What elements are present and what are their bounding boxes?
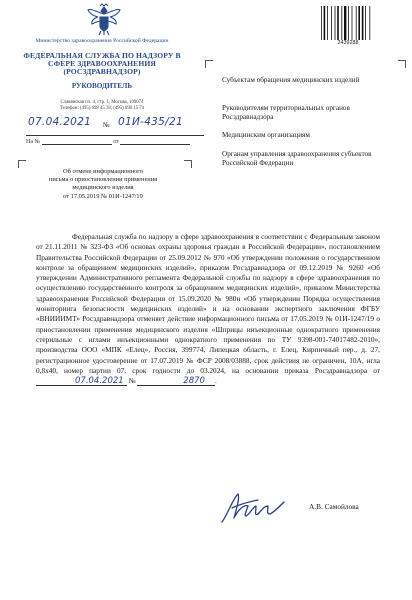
subject-corner-top-left xyxy=(18,160,26,168)
recipient-4: Органам управления здравоохранения субъектов Российской Федерации xyxy=(222,150,372,167)
subject-line: Об отмене информационного xyxy=(63,168,143,175)
coat-of-arms-emblem-icon xyxy=(86,2,122,36)
barcode-bar xyxy=(369,6,370,40)
agency-name: ФЕДЕРАЛЬНАЯ СЛУЖБА ПО НАДЗОРУ В СФЕРЕ ЗДРАВООХРАНЕНИЯ (РОСЗДРАВНАДЗОР) xyxy=(23,51,181,77)
barcode-bar xyxy=(348,6,349,40)
letter-body xyxy=(36,232,380,386)
registration-number-prefix: № xyxy=(103,121,110,129)
barcode-bar xyxy=(344,6,346,40)
order-date-handwritten: 07.04.2021 xyxy=(36,377,127,386)
recipient-1: Субъектам обращения медицинских изделий xyxy=(222,76,360,84)
barcode-bar xyxy=(365,6,366,40)
address-phone: Телефон: (495) 698 45 38; (495) 698 15 74 xyxy=(59,106,145,112)
subject-line: от 17.05.2019 № 01И-1247/19 xyxy=(63,192,143,200)
ministry-name: Министерство здравоохранения Российской Федерации xyxy=(35,38,169,44)
reference-line xyxy=(26,138,204,145)
letter-subject xyxy=(20,168,186,201)
agency-address xyxy=(14,100,190,112)
subject-corner-top-right xyxy=(184,160,192,168)
recipient-2: Руководителям территориальных органов Росздравнадзора xyxy=(222,104,350,121)
barcode-bar xyxy=(356,6,357,40)
reference-date-blank xyxy=(120,138,190,145)
body-end: . xyxy=(214,376,217,386)
barcode-bar xyxy=(327,6,328,40)
barcode-bar xyxy=(321,6,322,40)
order-number-handwritten: 2870 xyxy=(137,377,215,386)
reference-from-label: от xyxy=(113,139,119,145)
body-text: Федеральная служба по надзору в сфере здравоохранения в соответствии с Федеральным законом от 21.11.2011 № 323-ФЗ «Об основах охраны здоровья граждан в Российской Федерации», постановлением Правительства Российской Федерации от 25.09.2012 № 970 «Об утверждении положения о государственном контроле за обращением медицинских изделий», приказом Росздравнадзора от 09.12.2019 № 9260 «Об утверждении Административного регламента Федеральной службы по надзору в сфере здравоохранения по осуществлению государственного контроля за обращением медицинских изделий», приказом Министерства здравоохранения Российской Федерации от 15.09.2020 № 980н «Об утверждении Порядка осуществления мониторинга безопасности медицинских изделий» и на основании экспертного заключения ФГБУ «ВНИИИМТ» Росздравнадзора отменяет действие информационного письма от 17.05.2019 № 01И-1247/19 о приостановлении применения медицинского изделия «Шприцы инъекционные однократного применения стерильные с иглами инъекционными однократного применения по ТУ 9398-001-74017482-2010», производства ООО «МПК «Елец», Россия, 399774, Липецкая область, г. Елец, Кирпичный пер., д. 27, регистрационное удостоверение от 17.07.2019 № ФСР 2008/03888, срок действия не ограничен, 10А, игла 0,8х40, номер партии 07, срок годности до 03.2024, на основании приказа Росздравнадзора от xyxy=(36,232,380,375)
barcode-bar xyxy=(341,6,342,40)
recipient-corner-top-right xyxy=(398,60,406,68)
barcode-bar xyxy=(331,6,332,40)
registration-date: 07.04.2021 xyxy=(28,116,92,128)
recipient-3: Медицинским организациям xyxy=(222,131,310,139)
barcode-bar xyxy=(358,6,360,40)
barcode-bar xyxy=(352,6,353,40)
head-title: РУКОВОДИТЕЛЬ xyxy=(71,82,133,90)
barcode-bar xyxy=(324,6,326,40)
signer-name: А.В. Самойлова xyxy=(309,502,359,511)
reference-number-blank xyxy=(42,138,112,145)
address-street: Славянская пл. 4, стр. 1, Москва, 109074 xyxy=(60,100,144,105)
barcode-icon xyxy=(320,6,376,40)
barcode-bar xyxy=(335,6,336,40)
registration-number: 01И-435/21 xyxy=(118,116,183,128)
handwritten-signature xyxy=(218,486,292,528)
recipient-corner-top-left xyxy=(205,60,213,68)
subject-line: медицинского изделия xyxy=(72,184,134,192)
barcode-bar xyxy=(362,6,364,40)
barcode-bar xyxy=(337,6,339,40)
subject-line: письма о приостановлении применения xyxy=(48,176,158,184)
reference-prefix: На № xyxy=(26,139,41,145)
barcode-number: 2439288 xyxy=(337,40,359,46)
order-number-prefix: № xyxy=(128,376,136,386)
